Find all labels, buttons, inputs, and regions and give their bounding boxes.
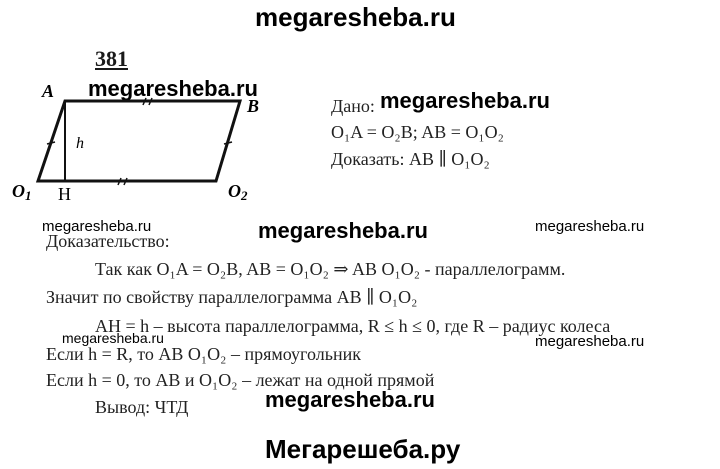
height-label: h — [76, 135, 84, 152]
vertex-label-b: B — [247, 96, 260, 116]
watermark-right-small-top: megaresheba.ru — [535, 218, 645, 235]
tick-mark — [224, 142, 232, 144]
parallelogram-shape — [38, 101, 240, 181]
proof-conclusion: Вывод: ЧТД — [95, 397, 189, 417]
proof-line-5: Если h = 0, то AB и O₁O₂ – лежат на одной прямой — [46, 370, 435, 390]
vertex-label-a: A — [42, 81, 55, 101]
watermark-bottom: megaresheba.ru — [265, 387, 435, 412]
watermark-top: megaresheba.ru — [255, 2, 456, 32]
foot-label-h: H — [58, 184, 71, 204]
watermark-right-small-mid: megaresheba.ru — [535, 333, 645, 350]
parallelogram-figure — [0, 80, 280, 210]
given-line-2: Доказать: AB ∥ O₁O₂ — [331, 149, 490, 169]
watermark-given: megaresheba.ru — [380, 88, 550, 113]
watermark-left-small-mid: megaresheba.ru — [62, 330, 164, 346]
watermark-middle: megaresheba.ru — [258, 218, 428, 243]
proof-line-4: Если h = R, то AB O₁O₂ – прямоугольник — [46, 344, 361, 364]
proof-line-2: Значит по свойству параллелограмма AB ∥ O₁O₂ — [46, 287, 418, 307]
proof-title: Доказательство: — [46, 231, 170, 251]
problem-number: 381 — [95, 46, 128, 71]
proof-line-3: AH = h – высота параллелограмма, R ≤ h ≤ 0, где R – радиус колеса — [95, 316, 611, 336]
watermark-footer: Мегарешеба.ру — [265, 434, 461, 464]
given-title: Дано: — [331, 96, 375, 116]
vertex-label-o2: O2 — [228, 181, 248, 203]
vertex-label-o1: O1 — [12, 181, 32, 203]
watermark-figure: megaresheba.ru — [88, 76, 258, 101]
proof-line-1: Так как O₁A = O₂B, AB = O₁O₂ ⇒ AB O₁O₂ - параллелограмм. — [95, 259, 566, 279]
tick-mark — [47, 142, 55, 144]
given-line-1: O₁A = O₂B; AB = O₁O₂ — [331, 122, 504, 142]
watermark-left-small: megaresheba.ru — [42, 218, 152, 235]
